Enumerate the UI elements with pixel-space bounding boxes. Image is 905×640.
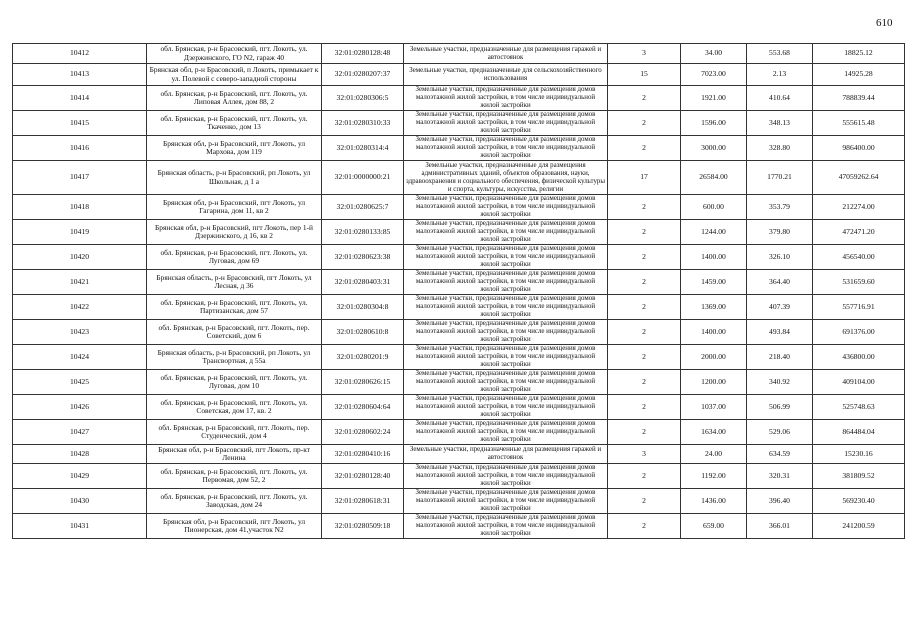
table-row (13, 464, 905, 489)
cadastral-value-cell: 15230.16 (813, 445, 905, 464)
table-row (13, 295, 905, 320)
cadastral-value-cell: 456540.00 (813, 245, 905, 270)
table-row (13, 514, 905, 539)
land-use-cell: Земельные участки, предназначенные для размещения гаражей и автостоянок (404, 44, 608, 64)
cadastral-number-cell: 32:01:0280625:7 (322, 195, 404, 220)
use-group-cell: 2 (608, 245, 681, 270)
address-cell: обл. Брянская, р-н Брасовский, пгт. Локоть, ул. Луговая, дом 69 (147, 245, 322, 270)
specific-value-cell: 407.39 (747, 295, 813, 320)
table-row (13, 489, 905, 514)
cadastral-value-cell: 531659.60 (813, 270, 905, 295)
area-cell: 3000.00 (681, 136, 747, 161)
table-row (13, 44, 905, 64)
row-number: 10414 (13, 86, 147, 111)
cadastral-value-table (12, 43, 905, 539)
address-cell: Брянская обл, р-н Брасовский, пгт Локоть, ул Пионерская, дом 41,участок N2 (147, 514, 322, 539)
cadastral-number-cell: 32:01:0280403:31 (322, 270, 404, 295)
table-row (13, 370, 905, 395)
cadastral-value-cell: 691376.00 (813, 320, 905, 345)
table-row (13, 320, 905, 345)
cadastral-number-cell: 32:01:0280306:5 (322, 86, 404, 111)
area-cell: 1436.00 (681, 489, 747, 514)
use-group-cell: 2 (608, 270, 681, 295)
cadastral-number-cell: 32:01:0280626:15 (322, 370, 404, 395)
row-number: 10422 (13, 295, 147, 320)
land-use-cell: Земельные участки, предназначенные для размещения домов малоэтажной жилой застройки, в том числе индивидуальной жилой застройки (404, 245, 608, 270)
specific-value-cell: 353.79 (747, 195, 813, 220)
address-cell: Брянская область, р-н Брасовский, пгт Локоть, ул Лесная, д 36 (147, 270, 322, 295)
use-group-cell: 2 (608, 320, 681, 345)
cadastral-value-cell: 788839.44 (813, 86, 905, 111)
cadastral-number-cell: 32:01:0280128:48 (322, 44, 404, 64)
land-use-cell: Земельные участки, предназначенные для размещения домов малоэтажной жилой застройки, в том числе индивидуальной жилой застройки (404, 195, 608, 220)
use-group-cell: 2 (608, 370, 681, 395)
row-number: 10417 (13, 161, 147, 195)
address-cell: Брянская обл, р-н Брасовский, пгт Локоть, пер 1-й Дзержинского, д 16, кв 2 (147, 220, 322, 245)
address-cell: обл. Брянская, р-н Брасовский, пгт. Локоть, ул. Партизанская, дом 57 (147, 295, 322, 320)
use-group-cell: 15 (608, 64, 681, 86)
cadastral-number-cell: 32:01:0280128:40 (322, 464, 404, 489)
area-cell: 1200.00 (681, 370, 747, 395)
specific-value-cell: 328.80 (747, 136, 813, 161)
address-cell: обл. Брянская, р-н Брасовский, пгт. Локоть, пер. Студенческий, дом 4 (147, 420, 322, 445)
area-cell: 7023.00 (681, 64, 747, 86)
area-cell: 1459.00 (681, 270, 747, 295)
area-cell: 1037.00 (681, 395, 747, 420)
table-row (13, 395, 905, 420)
cadastral-number-cell: 32:01:0280509:18 (322, 514, 404, 539)
table-row (13, 161, 905, 195)
land-use-cell: Земельные участки, предназначенные для размещения домов малоэтажной жилой застройки, в том числе индивидуальной жилой застройки (404, 136, 608, 161)
row-number: 10431 (13, 514, 147, 539)
address-cell: обл. Брянская, р-н Брасовский, пгт. Локоть, ул. Дзержинского, ГО N2, гараж 40 (147, 44, 322, 64)
use-group-cell: 3 (608, 445, 681, 464)
use-group-cell: 2 (608, 464, 681, 489)
area-cell: 26584.00 (681, 161, 747, 195)
land-use-cell: Земельные участки, предназначенные для размещения домов малоэтажной жилой застройки, в том числе индивидуальной жилой застройки (404, 295, 608, 320)
table-row (13, 136, 905, 161)
specific-value-cell: 218.40 (747, 345, 813, 370)
land-use-cell: Земельные участки, предназначенные для сельскохозяйственного использования (404, 64, 608, 86)
row-number: 10428 (13, 445, 147, 464)
cadastral-value-cell: 555615.48 (813, 111, 905, 136)
cadastral-value-cell: 212274.00 (813, 195, 905, 220)
cadastral-value-cell: 409104.00 (813, 370, 905, 395)
land-use-cell: Земельные участки, предназначенные для размещения домов малоэтажной жилой застройки, в том числе индивидуальной жилой застройки (404, 464, 608, 489)
cadastral-number-cell: 32:01:0280207:37 (322, 64, 404, 86)
row-number: 10423 (13, 320, 147, 345)
land-use-cell: Земельные участки, предназначенные для размещения домов малоэтажной жилой застройки, в том числе индивидуальной жилой застройки (404, 345, 608, 370)
specific-value-cell: 379.80 (747, 220, 813, 245)
row-number: 10430 (13, 489, 147, 514)
specific-value-cell: 366.01 (747, 514, 813, 539)
row-number: 10419 (13, 220, 147, 245)
address-cell: обл. Брянская, р-н Брасовский, пгт. Локоть, ул. Ткаченко, дом 13 (147, 111, 322, 136)
specific-value-cell: 410.64 (747, 86, 813, 111)
table-row (13, 111, 905, 136)
use-group-cell: 2 (608, 111, 681, 136)
area-cell: 2000.00 (681, 345, 747, 370)
cadastral-value-cell: 525748.63 (813, 395, 905, 420)
use-group-cell: 2 (608, 395, 681, 420)
row-number: 10429 (13, 464, 147, 489)
table-row (13, 220, 905, 245)
table-row (13, 420, 905, 445)
cadastral-value-cell: 986400.00 (813, 136, 905, 161)
cadastral-value-cell: 436800.00 (813, 345, 905, 370)
land-use-cell: Земельные участки, предназначенные для размещения домов малоэтажной жилой застройки, в том числе индивидуальной жилой застройки (404, 420, 608, 445)
row-number: 10425 (13, 370, 147, 395)
page-number: 610 (876, 17, 893, 29)
area-cell: 1634.00 (681, 420, 747, 445)
specific-value-cell: 364.40 (747, 270, 813, 295)
cadastral-number-cell: 32:01:0280304:8 (322, 295, 404, 320)
area-cell: 1596.00 (681, 111, 747, 136)
address-cell: обл. Брянская, р-н Брасовский, пгт. Локоть, ул. Советская, дом 17, кв. 2 (147, 395, 322, 420)
table-row (13, 86, 905, 111)
land-use-cell: Земельные участки, предназначенные для размещения домов малоэтажной жилой застройки, в том числе индивидуальной жилой застройки (404, 220, 608, 245)
specific-value-cell: 320.31 (747, 464, 813, 489)
address-cell: обл. Брянская, р-н Брасовский, пгт. Локоть, ул. Липовая Аллея, дом 88, 2 (147, 86, 322, 111)
use-group-cell: 2 (608, 295, 681, 320)
area-cell: 600.00 (681, 195, 747, 220)
area-cell: 1244.00 (681, 220, 747, 245)
area-cell: 1400.00 (681, 245, 747, 270)
specific-value-cell: 553.68 (747, 44, 813, 64)
table-row (13, 345, 905, 370)
use-group-cell: 2 (608, 420, 681, 445)
specific-value-cell: 529.06 (747, 420, 813, 445)
use-group-cell: 2 (608, 86, 681, 111)
cadastral-value-cell: 241200.59 (813, 514, 905, 539)
cadastral-number-cell: 32:01:0280314:4 (322, 136, 404, 161)
area-cell: 1400.00 (681, 320, 747, 345)
address-cell: Брянская обл, р-н Брасовский, пгт Локоть, ул Гагарина, дом 11, кв 2 (147, 195, 322, 220)
specific-value-cell: 396.40 (747, 489, 813, 514)
address-cell: обл. Брянская, р-н Брасовский, пгт. Локоть, ул. Заводская, дом 24 (147, 489, 322, 514)
cadastral-value-cell: 14925.28 (813, 64, 905, 86)
row-number: 10418 (13, 195, 147, 220)
cadastral-number-cell: 32:01:0280618:31 (322, 489, 404, 514)
address-cell: обл. Брянская, р-н Брасовский, пгт. Локоть, пер. Советский, дом 6 (147, 320, 322, 345)
use-group-cell: 2 (608, 514, 681, 539)
specific-value-cell: 493.84 (747, 320, 813, 345)
cadastral-value-cell: 472471.20 (813, 220, 905, 245)
area-cell: 34.00 (681, 44, 747, 64)
use-group-cell: 17 (608, 161, 681, 195)
cadastral-number-cell: 32:01:0280133:85 (322, 220, 404, 245)
row-number: 10427 (13, 420, 147, 445)
use-group-cell: 2 (608, 195, 681, 220)
area-cell: 1192.00 (681, 464, 747, 489)
area-cell: 659.00 (681, 514, 747, 539)
specific-value-cell: 634.59 (747, 445, 813, 464)
cadastral-number-cell: 32:01:0280602:24 (322, 420, 404, 445)
cadastral-number-cell: 32:01:0280604:64 (322, 395, 404, 420)
row-number: 10424 (13, 345, 147, 370)
cadastral-value-cell: 557716.91 (813, 295, 905, 320)
land-use-cell: Земельные участки, предназначенные для размещения домов малоэтажной жилой застройки, в том числе индивидуальной жилой застройки (404, 370, 608, 395)
area-cell: 1921.00 (681, 86, 747, 111)
use-group-cell: 2 (608, 220, 681, 245)
address-cell: Брянская область, р-н Брасовский, рп Локоть, ул Школьная, д 1 а (147, 161, 322, 195)
row-number: 10426 (13, 395, 147, 420)
row-number: 10413 (13, 64, 147, 86)
row-number: 10416 (13, 136, 147, 161)
land-use-cell: Земельные участки, предназначенные для размещения домов малоэтажной жилой застройки, в том числе индивидуальной жилой застройки (404, 86, 608, 111)
cadastral-number-cell: 32:01:0280310:33 (322, 111, 404, 136)
area-cell: 1369.00 (681, 295, 747, 320)
cadastral-number-cell: 32:01:0280410:16 (322, 445, 404, 464)
address-cell: Брянская область, р-н Брасовский, рп Локоть, ул Трансвортная, д 55а (147, 345, 322, 370)
cadastral-value-cell: 864484.04 (813, 420, 905, 445)
specific-value-cell: 2.13 (747, 64, 813, 86)
address-cell: Брянская обл, р-н Брасовский, пгт Локоть, пр-кт Ленина (147, 445, 322, 464)
land-use-cell: Земельные участки, предназначенные для размещения административных зданий, объектов образования, науки, здравоохранения и социального обеспечения, физической культуры и спорта, культуры, искусства, религии (404, 161, 608, 195)
address-cell: Брянская обл, р-н Брасовский, п Локоть, примыкает к ул. Полевой с северо-западной стороны (147, 64, 322, 86)
use-group-cell: 2 (608, 136, 681, 161)
cadastral-value-cell: 569230.40 (813, 489, 905, 514)
row-number: 10415 (13, 111, 147, 136)
land-use-cell: Земельные участки, предназначенные для размещения домов малоэтажной жилой застройки, в том числе индивидуальной жилой застройки (404, 489, 608, 514)
row-number: 10421 (13, 270, 147, 295)
cadastral-number-cell: 32:01:0280623:38 (322, 245, 404, 270)
cadastral-number-cell: 32:01:0000000:21 (322, 161, 404, 195)
cadastral-value-cell: 381809.52 (813, 464, 905, 489)
cadastral-number-cell: 32:01:0280201:9 (322, 345, 404, 370)
land-use-cell: Земельные участки, предназначенные для размещения домов малоэтажной жилой застройки, в том числе индивидуальной жилой застройки (404, 514, 608, 539)
specific-value-cell: 348.13 (747, 111, 813, 136)
land-use-cell: Земельные участки, предназначенные для размещения гаражей и автостоянок (404, 445, 608, 464)
cadastral-value-cell: 47059262.64 (813, 161, 905, 195)
land-use-cell: Земельные участки, предназначенные для размещения домов малоэтажной жилой застройки, в том числе индивидуальной жилой застройки (404, 320, 608, 345)
table-row (13, 445, 905, 464)
address-cell: обл. Брянская, р-н Брасовский, пгт. Локоть, ул. Первомая, дом 52, 2 (147, 464, 322, 489)
specific-value-cell: 1770.21 (747, 161, 813, 195)
land-use-cell: Земельные участки, предназначенные для размещения домов малоэтажной жилой застройки, в том числе индивидуальной жилой застройки (404, 111, 608, 136)
row-number: 10412 (13, 44, 147, 64)
cadastral-number-cell: 32:01:0280610:8 (322, 320, 404, 345)
area-cell: 24.00 (681, 445, 747, 464)
row-number: 10420 (13, 245, 147, 270)
use-group-cell: 2 (608, 489, 681, 514)
use-group-cell: 2 (608, 345, 681, 370)
table-row (13, 64, 905, 86)
table-row (13, 195, 905, 220)
table-row (13, 245, 905, 270)
cadastral-value-cell: 18825.12 (813, 44, 905, 64)
address-cell: обл. Брянская, р-н Брасовский, пгт. Локоть, ул. Луговая, дом 10 (147, 370, 322, 395)
specific-value-cell: 340.92 (747, 370, 813, 395)
address-cell: Брянская обл, р-н Брасовский, пгт Локоть, ул Мархова, дом 119 (147, 136, 322, 161)
land-use-cell: Земельные участки, предназначенные для размещения домов малоэтажной жилой застройки, в том числе индивидуальной жилой застройки (404, 395, 608, 420)
specific-value-cell: 326.10 (747, 245, 813, 270)
land-use-cell: Земельные участки, предназначенные для размещения домов малоэтажной жилой застройки, в том числе индивидуальной жилой застройки (404, 270, 608, 295)
use-group-cell: 3 (608, 44, 681, 64)
table-row (13, 270, 905, 295)
specific-value-cell: 506.99 (747, 395, 813, 420)
